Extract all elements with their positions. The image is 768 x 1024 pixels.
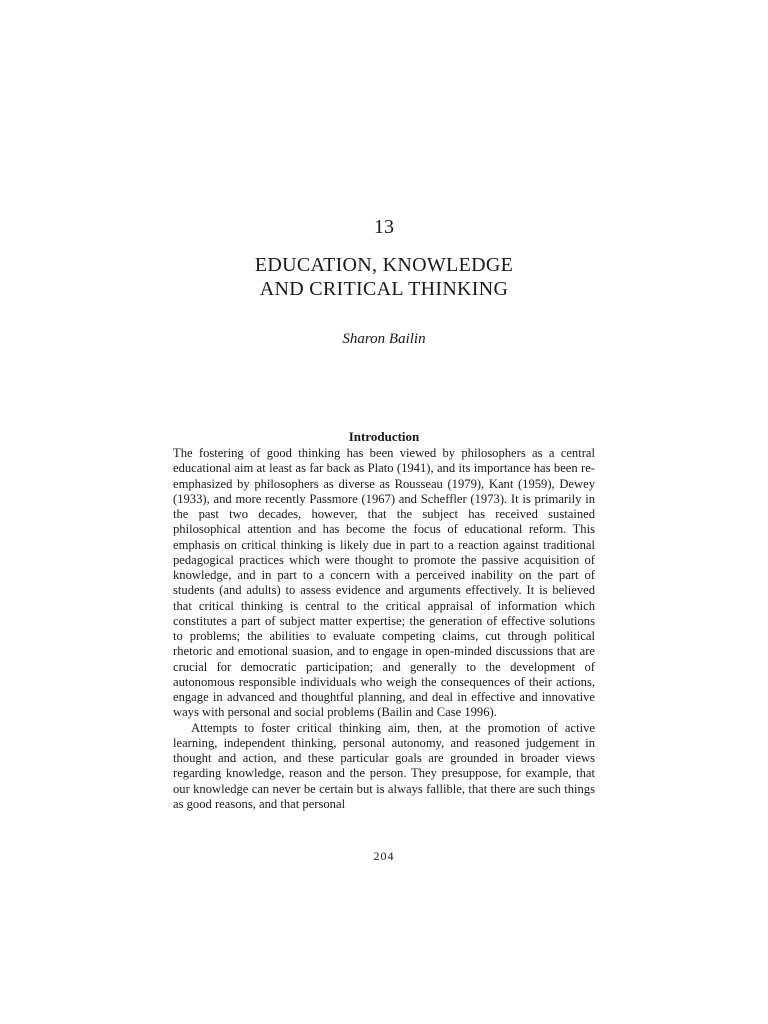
paragraph-2: Attempts to foster critical thinking aim, then, at the promotion of active learning, independent thinking, personal autonomy, and reasoned judgement in thought and action, and these particular goals are grounded in broader views regarding knowledge, reason and the person. They presuppose, for example, that our knowledge can never be certain but is always fallible, that there are such things as good reasons, and that personal — [173, 720, 595, 811]
chapter-title — [0, 253, 768, 301]
chapter-number: 13 — [374, 216, 394, 238]
author-name: Sharon Bailin — [342, 331, 426, 347]
body-text — [173, 446, 595, 812]
page-number: 204 — [373, 849, 395, 863]
chapter-title-line-1: EDUCATION, KNOWLEDGE — [254, 254, 514, 276]
section-heading: Introduction — [348, 429, 420, 444]
paragraph-1: The fostering of good thinking has been viewed by philosophers as a central educational aim at least as far back as Plato (1941), and its importance has been re-emphasized by philosophers as diverse as Rousseau (1979), Kant (1959), Dewey (1933), and more recently Passmore (1967) and Scheffler (1973). It is primarily in the past two decades, however, that the subject has received sustained philosophical attention and has become the focus of educational reform. This emphasis on critical thinking is likely due in part to a reaction against traditional pedagogical practices which were thought to promote the passive acquisition of knowledge, and in part to a concern with a perceived inability on the part of students (and adults) to assess evidence and arguments effectively. It is believed that critical thinking is central to the critical appraisal of information which constitutes a part of subject matter expertise; the generation of effective solutions to problems; the abilities to evaluate competing claims, cut through political rhetoric and emotional suasion, and to engage in open-minded discussions that are crucial for democratic participation; and generally to the development of autonomous responsible individuals who weigh the consequences of their actions, engage in advanced and thoughtful planning, and deal in effective and innovative ways with personal and social problems (Bailin and Case 1996). — [173, 446, 595, 720]
chapter-title-line-2: AND CRITICAL THINKING — [259, 278, 509, 300]
